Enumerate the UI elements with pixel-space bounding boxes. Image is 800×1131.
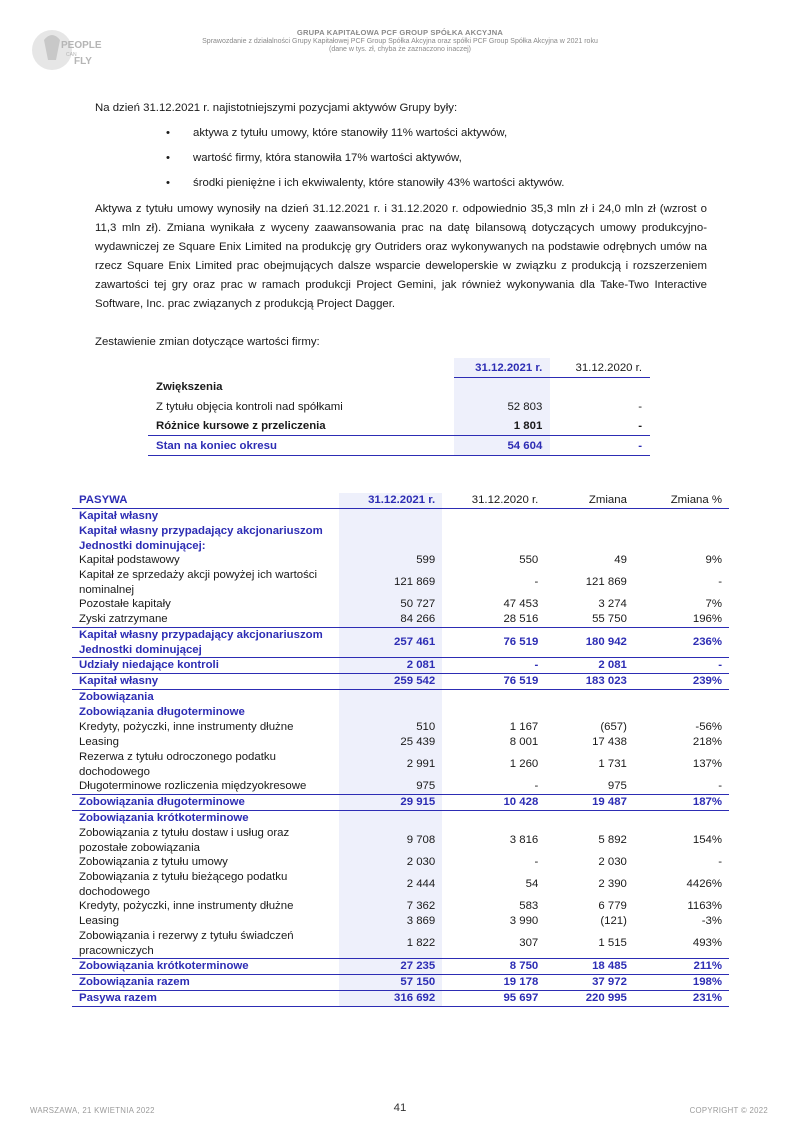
table-cell: 1 260	[509, 758, 539, 771]
table-cell: Długoterminowe rozliczenia międzyokresowe	[79, 780, 307, 793]
table-cell: 49	[614, 554, 627, 567]
table-cell: 76 519	[442, 628, 545, 658]
table-cell: 84 266	[339, 612, 442, 628]
table-row	[72, 750, 729, 779]
table-cell: 28 516	[503, 613, 539, 626]
table-row	[72, 524, 729, 553]
table-cell: -	[638, 400, 642, 413]
table-row	[72, 779, 729, 795]
table-row	[72, 720, 729, 735]
table-cell: 198%	[634, 975, 729, 991]
table-cell: 47 453	[503, 598, 539, 611]
table-cell	[634, 509, 729, 525]
table-cell: 2 081	[545, 658, 634, 674]
table-cell: Zobowiązania z tytułu dostaw i usług oraz pozostałe zobowiązania	[79, 827, 290, 854]
table-cell	[339, 811, 442, 827]
table-cell: Zwiększenia	[156, 381, 223, 394]
company-logo	[30, 20, 102, 78]
table-row	[72, 975, 729, 991]
table-cell: 183 023	[545, 674, 634, 690]
table-cell: -	[534, 780, 539, 793]
table-cell: 259 542	[339, 674, 442, 690]
table-cell: Zobowiązania długoterminowe	[72, 795, 339, 811]
table-cell: 211%	[634, 959, 729, 975]
table-cell: 25 439	[339, 735, 442, 750]
table-cell: Zyski zatrzymane	[79, 613, 168, 626]
table-cell: 3 990	[509, 915, 539, 928]
table-cell: Zobowiązania z tytułu bieżącego podatku dochodowego	[79, 871, 288, 898]
table-row	[72, 674, 729, 690]
table-cell	[545, 524, 634, 553]
page-number: 41	[393, 1102, 407, 1114]
table-cell	[545, 811, 634, 827]
table-cell: 550	[519, 554, 539, 567]
table-cell: 599	[339, 553, 442, 568]
table-cell	[454, 378, 550, 398]
table-cell: 9%	[705, 554, 722, 567]
table-cell	[634, 705, 729, 720]
footer-copyright: COPYRIGHT © 2022	[689, 1106, 768, 1115]
table-row	[72, 959, 729, 975]
table-cell: 7 362	[339, 899, 442, 914]
table-cell: -	[550, 436, 650, 456]
table-cell: Stan na koniec okresu	[148, 436, 454, 456]
table-cell	[634, 524, 729, 553]
table-cell: 1 801	[454, 416, 550, 436]
table-cell: 10 428	[442, 795, 545, 811]
table-row	[72, 795, 729, 811]
table-cell: 121 869	[585, 576, 627, 589]
table-cell: 6 779	[598, 900, 627, 913]
table-header-cell	[148, 358, 454, 378]
table-cell: 4426%	[686, 878, 722, 891]
table-row	[72, 826, 729, 855]
table-cell: Kapitał ze sprzedaży akcji powyżej ich wartości nominalnej	[79, 569, 318, 596]
table-cell	[442, 705, 545, 720]
table-cell: 220 995	[545, 991, 634, 1007]
table-cell: Zobowiązania z tytułu umowy	[79, 856, 228, 869]
table-cell: -3%	[701, 915, 722, 928]
table-cell: 121 869	[339, 568, 442, 597]
table-header-cell: 31.12.2021 r.	[454, 358, 550, 378]
table-row	[72, 991, 729, 1007]
table-cell	[442, 811, 545, 827]
table-cell: Zobowiązania i rezerwy z tytułu świadczeń pracowniczych	[79, 930, 294, 957]
table-cell: 2 444	[339, 870, 442, 899]
intro-paragraph: Na dzień 31.12.2021 r. najistotniejszymi pozycjami aktywów Grupy były:	[95, 102, 458, 114]
table-cell: Kredyty, pożyczki, inne instrumenty dłużne	[79, 900, 294, 913]
table-cell: 510	[339, 720, 442, 735]
bullet-item: • wartość firmy, która stanowiła 17% wartości aktywów,	[166, 149, 564, 174]
table-cell: Pasywa razem	[72, 991, 339, 1007]
table-cell: 54	[525, 878, 539, 891]
table-cell: 975	[607, 780, 627, 793]
table-cell: 55 750	[592, 613, 627, 626]
table-cell	[339, 524, 442, 553]
table-header-cell: PASYWA	[72, 493, 339, 509]
table-cell: 54 604	[454, 436, 550, 456]
table-cell: 583	[519, 900, 539, 913]
table-cell: Zobowiązania	[72, 690, 339, 706]
table-cell: -	[718, 780, 722, 793]
table-cell	[442, 524, 545, 553]
table-cell: Udziały niedające kontroli	[72, 658, 339, 674]
table-cell: Leasing	[79, 915, 119, 928]
table-cell: 236%	[634, 628, 729, 658]
table-header-cell: 31.12.2020 r.	[550, 358, 650, 378]
goodwill-table	[148, 358, 650, 456]
liabilities-table	[72, 493, 729, 1007]
table-cell: Zobowiązania razem	[72, 975, 339, 991]
table-cell: Leasing	[79, 736, 119, 749]
table-cell: -	[634, 658, 729, 674]
table-cell: Kapitał własny przypadający akcjonariuszom Jednostki dominującej:	[79, 525, 323, 552]
table-cell: 17 438	[592, 736, 627, 749]
table-cell: -	[718, 576, 722, 589]
footer-place-date: WARSZAWA, 21 KWIETNIA 2022	[30, 1106, 155, 1115]
table-row	[72, 597, 729, 612]
table-cell: 76 519	[442, 674, 545, 690]
table-cell: 1 167	[509, 721, 539, 734]
table-cell: 3 869	[339, 914, 442, 929]
table-cell: -	[534, 856, 539, 869]
table-cell: 95 697	[442, 991, 545, 1007]
table-row	[72, 929, 729, 959]
table-cell: 154%	[692, 834, 722, 847]
table-cell: 1 731	[598, 758, 627, 771]
table-cell: Kapitał własny	[72, 674, 339, 690]
table-cell: 9 708	[339, 826, 442, 855]
table-cell	[339, 705, 442, 720]
table-cell: 1 822	[339, 929, 442, 959]
table-row	[72, 735, 729, 750]
table-row	[148, 416, 650, 436]
table-cell: 5 892	[598, 834, 627, 847]
table-header-cell: Zmiana %	[634, 493, 729, 509]
table-cell: (657)	[600, 721, 627, 734]
table-cell: 493%	[692, 937, 722, 950]
table-cell: 196%	[692, 613, 722, 626]
table-row	[72, 628, 729, 658]
page-header	[150, 28, 650, 53]
table-cell: 19 178	[442, 975, 545, 991]
goodwill-intro: Zestawienie zmian dotyczące wartości firmy:	[95, 336, 320, 348]
table-row	[72, 612, 729, 628]
table-cell: 180 942	[545, 628, 634, 658]
bullet-item: • aktywa z tytułu umowy, które stanowiły 11% wartości aktywów,	[166, 124, 564, 149]
svg-text:CAN: CAN	[66, 52, 77, 58]
company-name: GRUPA KAPITAŁOWA PCF GROUP SPÓŁKA AKCYJNA	[296, 28, 504, 37]
table-cell: 2 081	[339, 658, 442, 674]
table-cell	[634, 811, 729, 827]
table-cell: 50 727	[339, 597, 442, 612]
table-row	[72, 509, 729, 525]
table-row	[72, 811, 729, 827]
table-header-cell: 31.12.2021 r.	[339, 493, 442, 509]
table-header-cell: Zmiana	[545, 493, 634, 509]
table-cell: -56%	[695, 721, 722, 734]
units-note: (dane w tys. zł, chyba że zaznaczono inaczej)	[328, 46, 471, 53]
table-cell	[545, 509, 634, 525]
table-cell: 239%	[634, 674, 729, 690]
table-cell: 8 750	[442, 959, 545, 975]
table-cell: 2 030	[598, 856, 627, 869]
table-cell: Zobowiązania krótkoterminowe	[72, 959, 339, 975]
assets-bullet-list	[166, 124, 564, 199]
table-row	[148, 378, 650, 398]
table-row	[72, 899, 729, 914]
table-cell: 19 487	[545, 795, 634, 811]
table-cell: Zobowiązania długoterminowe	[79, 706, 245, 719]
table-cell: -	[638, 419, 642, 432]
table-cell: 27 235	[339, 959, 442, 975]
table-row	[72, 658, 729, 674]
table-row	[72, 855, 729, 870]
table-cell	[545, 705, 634, 720]
table-row	[72, 705, 729, 720]
table-cell: Kapitał podstawowy	[79, 554, 180, 567]
table-cell	[634, 690, 729, 706]
table-cell	[442, 690, 545, 706]
table-cell: Kapitał własny przypadający akcjonariuszom Jednostki dominującej	[72, 628, 339, 658]
table-cell: -	[534, 576, 539, 589]
table-cell: 8 001	[509, 736, 539, 749]
table-cell: Rezerwa z tytułu odroczonego podatku dochodowego	[79, 751, 276, 778]
table-cell: -	[718, 856, 722, 869]
table-cell: 2 390	[598, 878, 627, 891]
table-cell: 231%	[634, 991, 729, 1007]
table-cell: 1163%	[687, 900, 722, 913]
table-cell: 37 972	[545, 975, 634, 991]
table-cell: 7%	[705, 598, 722, 611]
report-subtitle: Sprawozdanie z działalności Grupy Kapitałowej PCF Group Spółka Akcyjna oraz spółki PCF Group Spółka Akcyjna w 2021 roku	[202, 38, 598, 45]
table-cell: 18 485	[545, 959, 634, 975]
table-header-cell: 31.12.2020 r.	[442, 493, 545, 509]
table-cell: Pozostałe kapitały	[79, 598, 171, 611]
table-cell: 57 150	[339, 975, 442, 991]
table-cell	[545, 690, 634, 706]
table-cell: 3 274	[598, 598, 627, 611]
table-cell	[442, 509, 545, 525]
table-row	[72, 914, 729, 929]
table-cell: 1 515	[598, 937, 627, 950]
table-cell: 3 816	[509, 834, 539, 847]
table-header-row	[148, 358, 650, 378]
table-row	[72, 690, 729, 706]
table-cell: Różnice kursowe z przeliczenia	[156, 419, 326, 432]
table-row	[148, 397, 650, 416]
table-cell	[339, 509, 442, 525]
table-cell: 218%	[692, 736, 722, 749]
table-cell: 316 692	[339, 991, 442, 1007]
svg-text:FLY: FLY	[74, 56, 92, 67]
table-row	[72, 553, 729, 568]
table-row	[72, 568, 729, 597]
table-cell: 187%	[634, 795, 729, 811]
table-cell: Kapitał własny	[79, 510, 159, 523]
table-cell: (121)	[600, 915, 627, 928]
table-row	[72, 870, 729, 899]
table-cell	[339, 690, 442, 706]
table-cell: 307	[519, 937, 539, 950]
table-row	[148, 436, 650, 456]
table-cell: 2 991	[339, 750, 442, 779]
table-cell: Z tytułu objęcia kontroli nad spółkami	[156, 400, 343, 413]
table-cell: 2 030	[339, 855, 442, 870]
table-header-row	[72, 493, 729, 509]
svg-text:PEOPLE: PEOPLE	[61, 40, 102, 51]
table-cell: 137%	[692, 758, 722, 771]
table-cell: 29 915	[339, 795, 442, 811]
bullet-item: • środki pieniężne i ich ekwiwalenty, które stanowiły 43% wartości aktywów.	[166, 174, 564, 199]
table-cell: -	[442, 658, 545, 674]
contract-assets-paragraph: Aktywa z tytułu umowy wynosiły na dzień 31.12.2021 r. i 31.12.2020 r. odpowiednio 35,3 mln zł i 24,0 mln zł (wzrost o 11,3 mln zł). Zmiana wynikała z wyceny zaawansowania prac na datę bilansową dotyczących umowy produkcyjno-wydawniczej ze Square Enix Limited na produkcję gry Outriders oraz wykonywanych na podstawie odrębnych umów na rzecz Square Enix Limited prac obejmujących dalsze wsparcie deweloperskie w związku z produkcją i rozszerzeniem zawartości tej gry oraz prac w ramach produkcji Project Gemini, jak również wykonywania dla Take-Two Interactive Software, Inc. prac związanych z produkcją Project Dagger.	[95, 203, 707, 310]
table-cell	[550, 378, 650, 398]
table-cell: 52 803	[454, 397, 550, 416]
table-cell: 257 461	[339, 628, 442, 658]
table-cell: Kredyty, pożyczki, inne instrumenty dłużne	[79, 721, 294, 734]
table-cell: 975	[339, 779, 442, 795]
table-cell: Zobowiązania krótkoterminowe	[72, 811, 339, 827]
